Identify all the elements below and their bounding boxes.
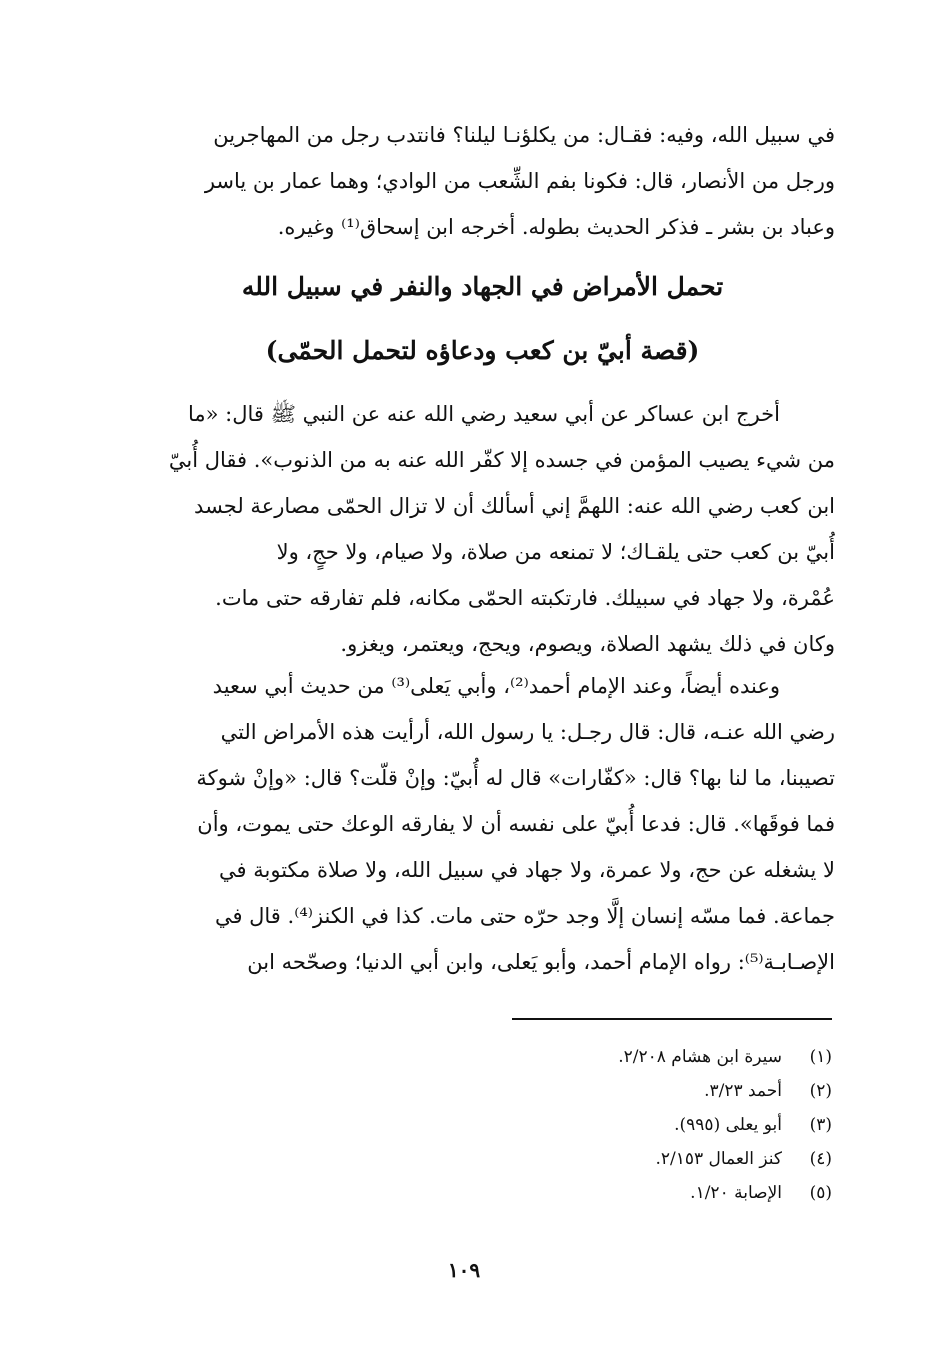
text-line: ابن كعب رضي الله عنه: اللهمَّ إني أسألك أن لا تزال الحمّى مصارعة لجسد <box>194 494 835 518</box>
text-line: عُمْرة، ولا جهاد في سبيلك. فارتكبته الحمّى مكانه، فلم تفارقه حتى مات. <box>215 586 835 610</box>
footnote-text: أبو يعلى (٩٩٥). <box>674 1115 782 1135</box>
text-line: جماعة. فما مسّه إنسان إلَّا وجد حرّه حتى مات. كذا في الكنز⁽⁴⁾. قال في <box>214 904 835 928</box>
footnote-item <box>412 1108 832 1142</box>
paragraph-1 <box>130 391 835 667</box>
footnote-number: (٤) <box>809 1149 832 1169</box>
text-line: فما فوقَها». قال: فدعا أُبيّ على نفسه أن لا يفارقه الوعك حتى يموت، وأن <box>197 812 835 836</box>
footnote-item <box>412 1040 832 1074</box>
intro-paragraph <box>130 112 835 250</box>
footnote-text: الإصابة ١/٢٠. <box>690 1183 782 1203</box>
text-line: من شيء يصيب المؤمن في جسده إلا كفّر الله عنه به من الذنوب». فقال أُبيّ <box>168 448 835 472</box>
footnote-text: أحمد ٣/٢٣. <box>704 1081 782 1101</box>
page-number: ١٠٩ <box>447 1258 481 1282</box>
footnote-item <box>412 1074 832 1108</box>
text-line: وكان في ذلك يشهد الصلاة، ويصوم، ويحج، ويعتمر، ويغزو. <box>340 632 835 656</box>
footnote-divider <box>512 1018 832 1020</box>
text-line: الإصـابـة⁽⁵⁾: رواه الإمام أحمد، وأبو يَعلى، وابن أبي الدنيا؛ وصحّحه ابن <box>247 950 835 974</box>
footnote-number: (٣) <box>809 1115 832 1135</box>
text-line: وعباد بن بشر ـ فذكر الحديث بطوله. أخرجه ابن إسحاق⁽¹⁾ وغيره. <box>277 215 835 239</box>
text-line: أُبيّ بن كعب حتى يلقـاك؛ لا تمنعه من صلاة، ولا صيام، ولا حجٍ، ولا <box>276 540 835 564</box>
footnote-number: (١) <box>809 1047 832 1067</box>
text-line: في سبيل الله، وفيه: فقـال: من يكلؤنـا ليلنا؟ فانتدب رجل من المهاجرين <box>213 123 835 147</box>
footnote-item <box>412 1142 832 1176</box>
footnote-text: سيرة ابن هشام ٢/٢٠٨. <box>618 1047 782 1067</box>
text-line: رضي الله عنـه، قال: قال رجـل: يا رسول الله، أرأيت هذه الأمراض التي <box>220 720 835 744</box>
footnote-text: كنز العمال ٢/١٥٣. <box>655 1149 782 1169</box>
section-subtitle: (قصة أبيّ بن كعب ودعاؤه لتحمل الحمّى) <box>265 336 700 365</box>
footnote-number: (٢) <box>809 1081 832 1101</box>
text-line: لا يشغله عن حج، ولا عمرة، ولا جهاد في سبيل الله، ولا صلاة مكتوبة في <box>219 858 835 882</box>
text-line: وعنده أيضاً، وعند الإمام أحمد⁽²⁾، وأبي يَعلى⁽³⁾ من حديث أبي سعيد <box>212 674 780 698</box>
text-line: تصيبنا، ما لنا بها؟ قال: «كفّارات» قال له أُبيّ: وإنْ قلّت؟ قال: «وإنْ شوكة <box>196 766 835 790</box>
footnote-number: (٥) <box>809 1183 832 1203</box>
text-line: أخرج ابن عساكر عن أبي سعيد رضي الله عنه عن النبي ﷺ قال: «ما <box>187 402 780 426</box>
paragraph-2 <box>130 663 835 985</box>
footnotes-list <box>412 1040 832 1210</box>
footnote-item <box>412 1176 832 1210</box>
section-title: تحمل الأمراض في الجهاد والنفر في سبيل الله <box>241 272 724 301</box>
text-line: ورجل من الأنصار، قال: فكونا بفم الشِّعب من الوادي؛ وهما عمار بن ياسر <box>204 169 835 193</box>
